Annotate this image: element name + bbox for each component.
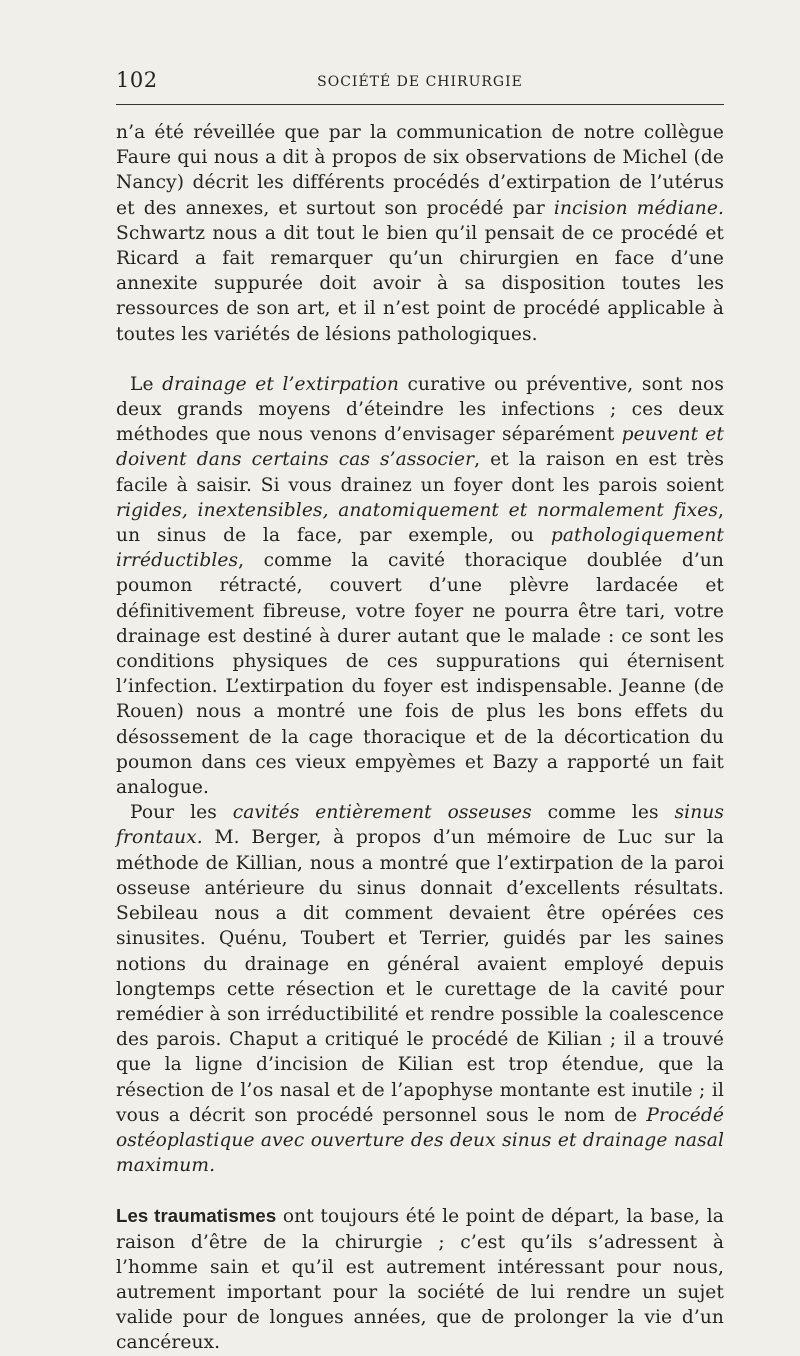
italic-run: sinus frontaux. — [116, 802, 724, 849]
italic-run: rigides, inextensibles, anatomiquement et normalement fixes — [116, 499, 718, 521]
text-run: , comme la cavité thoracique doublée d’un poumon rétracté, couvert d’une plèvre lardacée et définitivement fibreuse, votre foyer ne pourra être tari, votre drainage est destiné à durer autant que le malade : ce sont les conditions physiques de ces suppurations qui éternisent l’infection. L’extirpation du foyer est indispensable. Jeanne (de Rouen) nous a montré une fois de plus les bons effets du désossement de la cage thoracique et de la décortication du poumon dans ces vieux empyèmes et Bazy a rapporté un fait analogue. — [116, 550, 724, 799]
text-run: M. Berger, à propos d’un mémoire de Luc sur la méthode de Killian, nous a montré que l’extirpation de la paroi osseuse antérieure du sinus donnait d’excellents résultats. Sebileau nous a dit comment devaient être opérées ces sinusites. Quénu, Toubert et Terrier, guidés par les saines notions du drainage en général avaient employé depuis longtemps cette résection et le curettage de la cavité pour remédier à son irréductibilité et rendre possible la coalescence des parois. Chaput a critiqué le procédé de Kilian ; il a trouvé que la ligne d’incision de Kilian est trop étendue, que la résection de l’os nasal et de l’apophyse montante est inutile ; il vous a décrit son procédé personnel sous le nom de — [116, 827, 724, 1126]
page-number: 102 — [116, 68, 158, 92]
text-run: ont toujours été le point de départ, la base, la raison d’être de la chirurgie ; c’est qu’ils s’adressent à l’homme sain et qu’il est autrement intéressant pour nous, autrement important pour la société de lui rendre un sujet valide pour de longues années, que de prolonger la vie d’un cancéreux. — [116, 1206, 724, 1354]
italic-run: peuvent et doivent dans certains cas s’associer — [116, 424, 724, 471]
text-run: comme les — [531, 802, 675, 824]
italic-run: drainage et l’extirpation — [162, 373, 399, 395]
italic-run: pathologiquement irréductibles — [116, 525, 724, 572]
italic-run: incision médiane. — [553, 197, 724, 219]
page-header — [116, 68, 724, 98]
bold-heading-run: Les traumatismes — [116, 1205, 277, 1227]
running-title: SOCIÉTÉ DE CHIRURGIE — [317, 74, 523, 90]
header-rule — [116, 104, 724, 105]
paragraph-1 — [116, 120, 724, 347]
text-run: curative ou préventive, sont nos deux grands moyens d’éteindre les infections ; ces deux méthodes que nous venons d’envisager séparément — [116, 373, 724, 446]
italic-run: Procédé ostéoplastique avec ouverture des deux sinus et drainage nasal maximum. — [116, 1104, 724, 1177]
paragraph-2 — [116, 372, 724, 800]
paragraph-3 — [116, 800, 724, 1178]
text-run: Le — [130, 373, 163, 395]
paragraph-4 — [116, 1203, 724, 1355]
text-run: , un sinus de la face, par exemple, ou — [116, 499, 724, 547]
text-run: , et la raison en est très facile à saisir. Si vous drainez un foyer dont les parois soient — [116, 449, 725, 496]
italic-run: cavités entièrement osseuses — [232, 802, 532, 824]
text-run: n’a été réveillée que par la communication de notre collègue Faure qui nous a dit à propos de six observations de Michel (de Nancy) décrit les différents procédés d’extirpation de l’utérus et des annexes, et surtout son procédé par — [116, 122, 724, 219]
body-text — [116, 120, 724, 1356]
text-run: Pour les — [130, 802, 233, 824]
text-run: Schwartz nous a dit tout le bien qu’il pensait de ce procédé et Ricard a fait remarquer qu’un chirurgien en face d’une annexite suppurée doit avoir à sa disposition toutes les ressources de son art, et il n’est point de procédé applicable à toutes les variétés de lésions pathologiques. — [116, 222, 724, 345]
